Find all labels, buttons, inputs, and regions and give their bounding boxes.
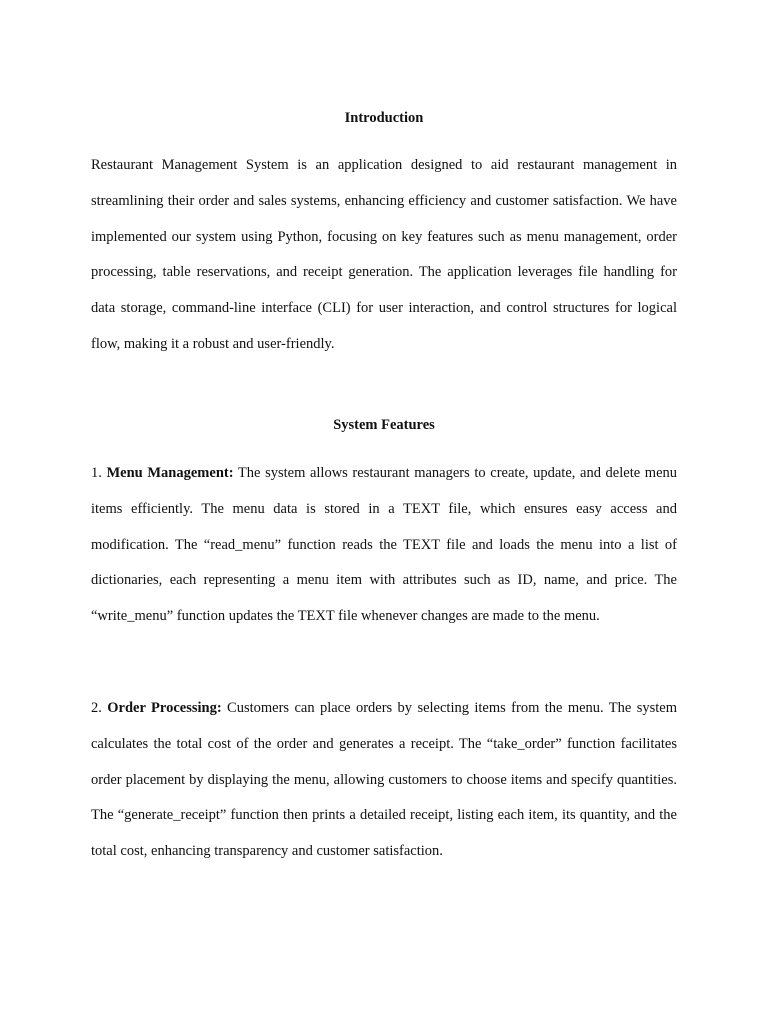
feature-2-number: 2. — [91, 700, 102, 716]
feature-2-title: Order Processing: — [107, 700, 222, 716]
introduction-heading: Introduction — [344, 110, 424, 126]
introduction-paragraph: Restaurant Management System is an application designed to aid restaurant management in streamlining their order and sales systems, enhancing efficiency and customer satisfaction. We have implemented our system using Python, focusing on key features such as menu management, order processing, table reservations, and receipt generation. The application leverages file handling for data storage, command-line interface (CLI) for user interaction, and control structures for logical flow, making it a robust and user-friendly. — [91, 157, 677, 352]
feature-1-text: The system allows restaurant managers to create, update, and delete menu items efficiently. The menu data is stored in a TEXT file, which ensures easy access and modification. The “read_menu” function reads the TEXT file and loads the menu into a list of dictionaries, each representing a menu item with attributes such as ID, name, and price. The “write_menu” function updates the TEXT file whenever changes are made to the menu. — [91, 465, 678, 625]
feature-2-text: Customers can place orders by selecting items from the menu. The system calculates the total cost of the order and generates a receipt. The “take_order” function facilitates order placement by displaying the menu, allowing customers to choose items and specify quantities. The “generate_receipt” function then prints a detailed receipt, listing each item, its quantity, and the total cost, enhancing transparency and customer satisfaction. — [91, 700, 678, 860]
system-features-heading: System Features — [333, 417, 435, 433]
feature-1-number: 1. — [91, 465, 102, 481]
feature-order-processing — [91, 691, 677, 870]
feature-1-title: Menu Management: — [106, 465, 234, 481]
feature-menu-management — [91, 456, 677, 635]
